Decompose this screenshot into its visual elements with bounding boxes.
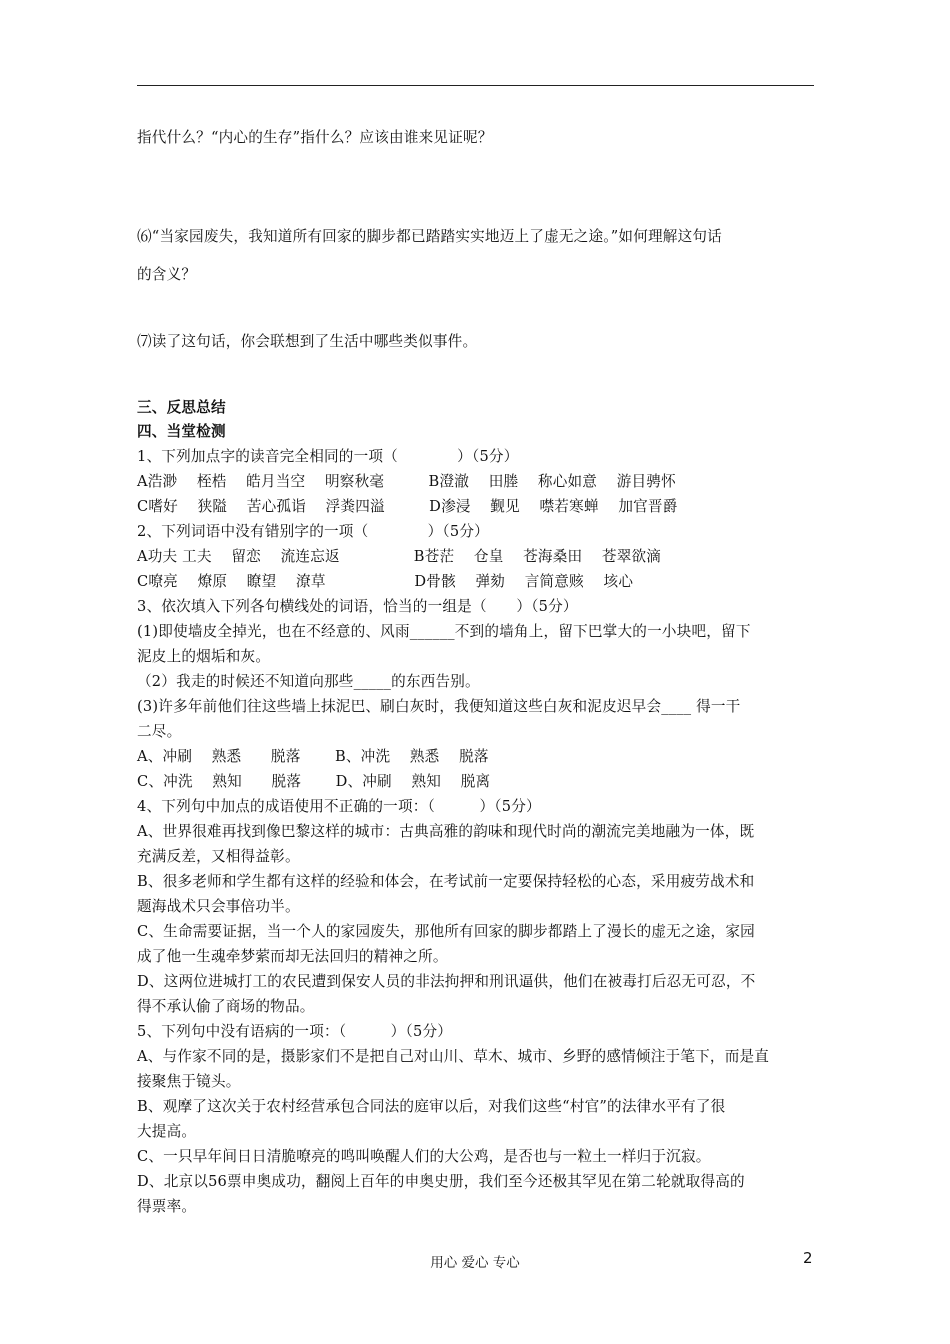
exercise-3-stem: 3、依次填入下列各句横线处的词语，恰当的一组是（ ）（5分） <box>137 598 578 615</box>
exercise-4-option-b-2: 题海战术只会事倍功半。 <box>137 898 300 915</box>
exercise-2-options-ab: A功夫 工夫 留恋 流连忘返 B苍茫 仓皇 苍海桑田 苍翠欲滴 <box>137 548 662 565</box>
exercise-2-stem: 2、下列词语中没有错别字的一项（ ）（5分） <box>137 523 489 540</box>
exercise-5-option-d-1: D、北京以56票申奥成功，翻阅上百年的申奥史册，我们至今还极其罕见在第二轮就取得高的 <box>137 1173 745 1190</box>
exercise-4-option-d-1: D、这两位进城打工的农民遭到保安人员的非法拘押和刑讯逼供，他们在被毒打后忍无可忍，不 <box>137 973 756 990</box>
question-6-line-1: ⑹“当家园废失，我知道所有回家的脚步都已踏踏实实地迈上了虚无之途。”如何理解这句话 <box>137 228 722 245</box>
exercise-5-option-d-2: 得票率。 <box>137 1198 197 1215</box>
question-6-line-2: 的含义？ <box>137 266 197 283</box>
exercise-5-option-a-2: 接聚焦于镜头。 <box>137 1073 241 1090</box>
page-number: 2 <box>803 1249 813 1267</box>
exercise-3-sentence-3b: 二尽。 <box>137 723 182 740</box>
exercise-4-option-a-1: A、世界很难再找到像巴黎这样的城市：古典高雅的韵味和现代时尚的潮流完美地融为一体，既 <box>137 823 755 840</box>
header-rule <box>137 85 814 86</box>
exercise-4-option-b-1: B、很多老师和学生都有这样的经验和体会，在考试前一定要保持轻松的心态，采用疲劳战术和 <box>137 873 755 890</box>
exercise-1-options-ab: A浩渺 桎梏 皓月当空 明察秋毫 B澄澈 田塍 称心如意 游目骋怀 <box>137 473 676 490</box>
exercise-5-stem: 5、下列句中没有语病的一项：（ ）（5分） <box>137 1023 453 1040</box>
section-4-heading: 四、当堂检测 <box>137 423 226 440</box>
exercise-3-options-ab: A、冲刷 熟悉 脱落 B、冲洗 熟悉 脱落 <box>137 748 489 765</box>
exercise-4-option-c-1: C、生命需要证据，当一个人的家园废失，那他所有回家的脚步都踏上了漫长的虚无之途，家园 <box>137 923 755 940</box>
exercise-5-option-a-1: A、与作家不同的是，摄影家们不是把自己对山川、草木、城市、乡野的感情倾注于笔下，而是直 <box>137 1048 770 1065</box>
exercise-1-stem: 1、下列加点字的读音完全相同的一项（ ）（5分） <box>137 448 519 465</box>
section-3-heading: 三、反思总结 <box>137 399 226 416</box>
exercise-3-sentence-1b: 泥皮上的烟垢和灰。 <box>137 648 271 665</box>
exercise-3-sentence-2: （2）我走的时候还不知道向那些_____的东西告别。 <box>137 673 480 690</box>
exercise-4-option-c-2: 成了他一生魂牵梦萦而却无法回归的精神之所。 <box>137 948 448 965</box>
exercise-4-stem: 4、下列句中加点的成语使用不正确的一项：（ ）（5分） <box>137 798 541 815</box>
exercise-1-options-cd: C嗜好 狭隘 苦心孤诣 浮粪四溢 D渗浸 觐见 噤若寒蝉 加官晋爵 <box>137 498 678 515</box>
question-7: ⑺读了这句话，你会联想到了生活中哪些类似事件。 <box>137 333 478 350</box>
exercise-5-option-c-1: C、一只早年间日日清脆嘹亮的鸣叫唤醒人们的大公鸡，是否也与一粒土一样归于沉寂。 <box>137 1148 711 1165</box>
footer-slogan: 用心 爱心 专心 <box>430 1255 520 1271</box>
exercise-3-sentence-1a: (1)即使墙皮全掉光，也在不经意的、风雨______不到的墙角上，留下巴掌大的一小块吧，留下 <box>137 623 751 640</box>
exercise-3-sentence-3a: (3)许多年前他们往这些墙上抹泥巴、刷白灰时，我便知道这些白灰和泥皮迟早会____ 得一干 <box>137 698 741 715</box>
exercise-5-option-b-1: B、观摩了这次关于农村经营承包合同法的庭审以后，对我们这些“村官”的法律水平有了很 <box>137 1098 726 1115</box>
exercise-3-options-cd: C、冲洗 熟知 脱落 D、冲刷 熟知 脱离 <box>137 773 491 790</box>
exercise-2-options-cd: C嘹亮 燎原 瞭望 潦草 D骨骸 弹劾 言简意赅 垓心 <box>137 573 634 590</box>
question-5-tail: 指代什么？“内心的生存”指什么？应该由谁来见证呢？ <box>137 129 493 146</box>
exercise-4-option-a-2: 充满反差，又相得益彰。 <box>137 848 300 865</box>
exercise-5-option-b-2: 大提高。 <box>137 1123 197 1140</box>
exercise-4-option-d-2: 得不承认偷了商场的物品。 <box>137 998 315 1015</box>
